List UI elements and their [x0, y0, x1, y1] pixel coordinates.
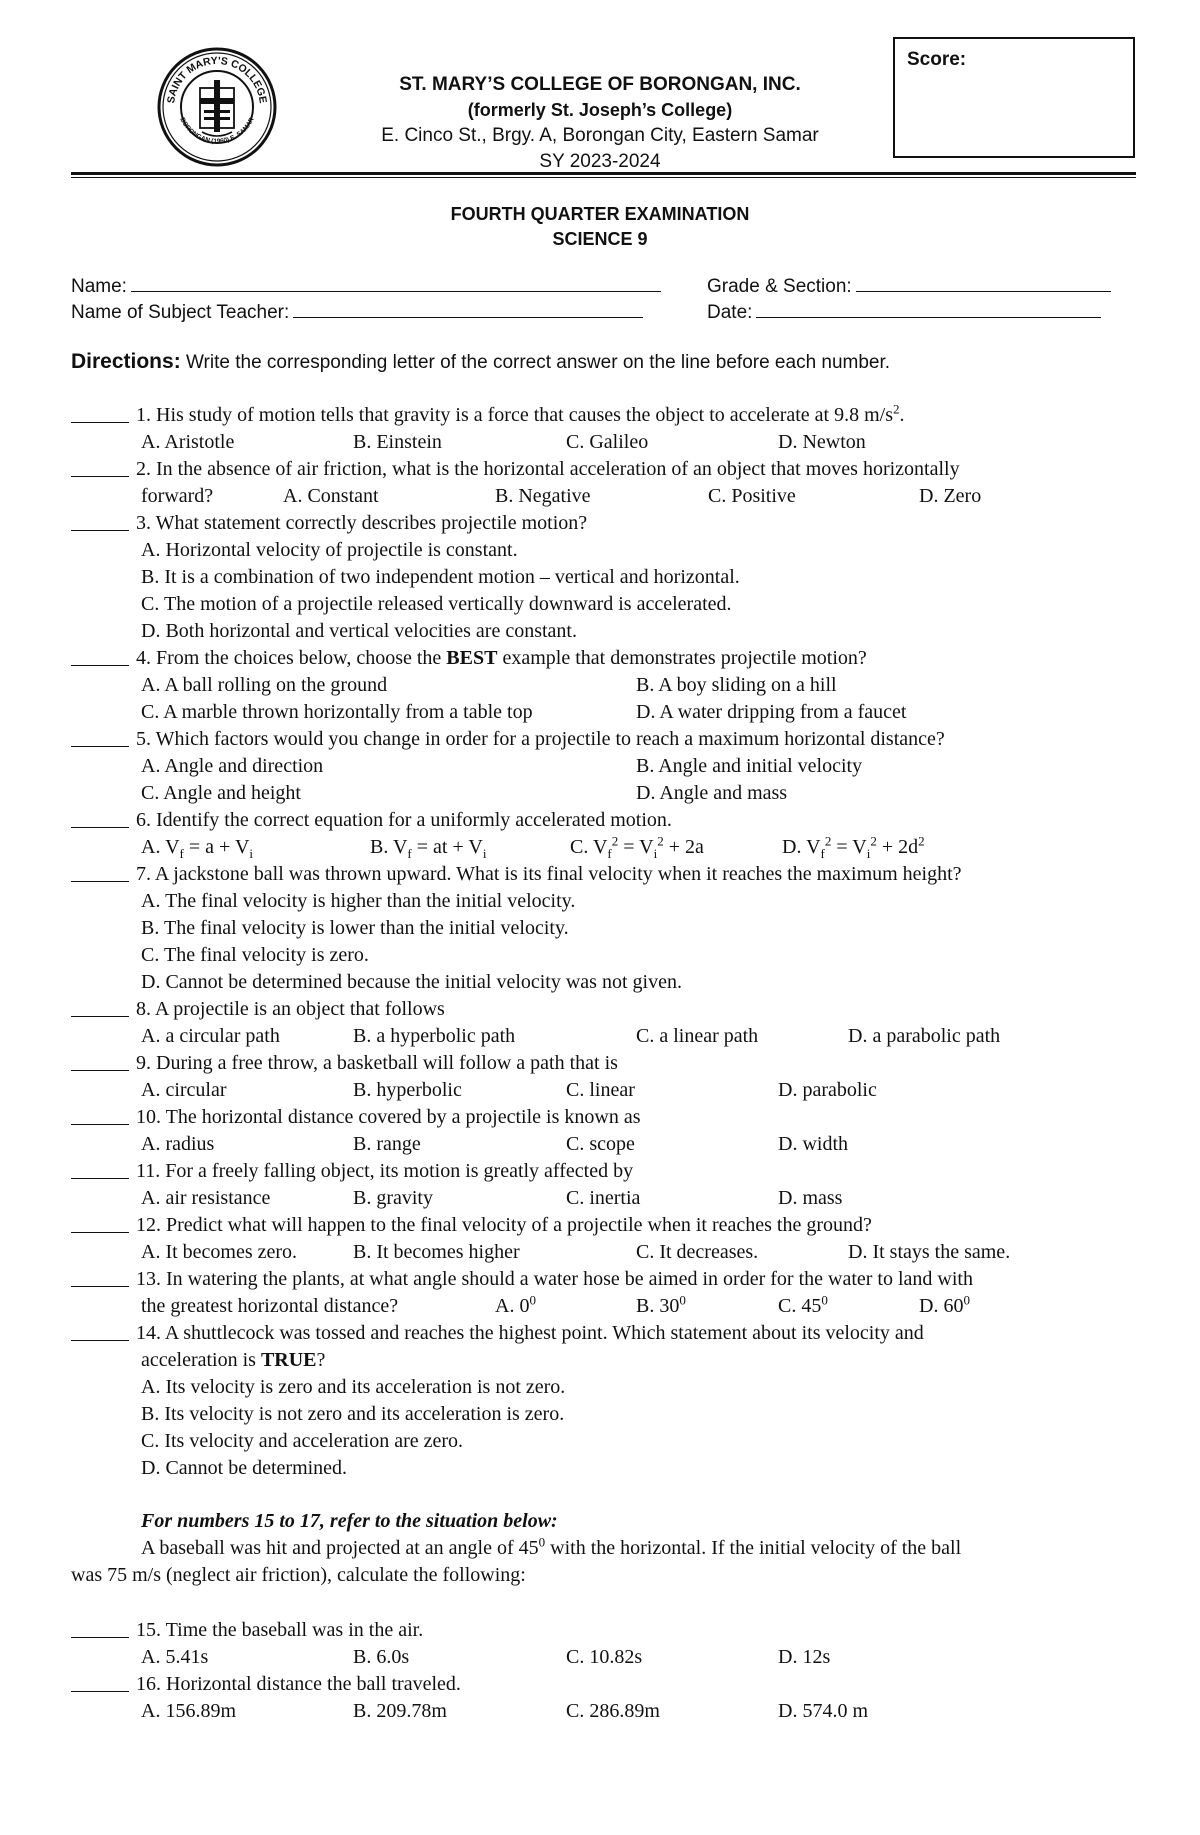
- school-header: [320, 72, 880, 175]
- choice-12c: C. It decreases.: [636, 1241, 759, 1263]
- date-label: Date:: [707, 302, 753, 323]
- question-10-text: 10. The horizontal distance covered by a projectile is known as: [136, 1106, 641, 1128]
- answer-blank-6[interactable]: [71, 808, 129, 828]
- choice-14a: A. Its velocity is zero and its acceleration is not zero.: [141, 1376, 566, 1398]
- directions-text: Write the corresponding letter of the correct answer on the line before each number.: [180, 352, 891, 373]
- choice-12a: A. It becomes zero.: [141, 1241, 298, 1263]
- seal-text: SAINT MARY'S COLLEGE: [165, 54, 269, 105]
- choice-2d: D. Zero: [919, 485, 982, 507]
- question-6-text: 6. Identify the correct equation for a uniformly accelerated motion.: [136, 809, 672, 831]
- seal-subtext: BORONGAN (1960) E. SAMAR: [178, 116, 256, 146]
- question-14-text: 14. A shuttlecock was tossed and reaches the highest point. Which statement about its velocity and: [136, 1322, 924, 1344]
- question-1-text: 1. His study of motion tells that gravity is a force that causes the object to accelerate at 9.8 $m/s^2$.: [136, 401, 905, 426]
- answer-blank-9[interactable]: [71, 1051, 129, 1071]
- question-13-text: 13. In watering the plants, at what angle should a water hose be aimed in order for the water to land with: [136, 1268, 973, 1290]
- teacher-line[interactable]: [293, 300, 643, 318]
- choice-8a: A. a circular path: [141, 1025, 280, 1047]
- choice-5b: B. Angle and initial velocity: [636, 755, 863, 777]
- choice-13a: A. $0^0$: [495, 1292, 536, 1317]
- choice-8b: B. a hyperbolic path: [353, 1025, 516, 1047]
- choice-15c: C. 10.82s: [566, 1646, 643, 1668]
- choice-4b: B. A boy sliding on a hill: [636, 674, 837, 696]
- exam-title-block: [320, 202, 880, 252]
- choice-16b: B. 209.78m: [353, 1700, 447, 1722]
- school-address: E. Cinco St., Brgy. A, Borongan City, Eastern Samar: [381, 125, 819, 146]
- choice-11b: B. gravity: [353, 1187, 433, 1209]
- answer-blank-3[interactable]: [71, 511, 129, 531]
- choice-11c: C. inertia: [566, 1187, 641, 1209]
- choice-4d: D. A water dripping from a faucet: [636, 701, 907, 723]
- header-divider-thick: [71, 172, 1136, 175]
- answer-blank-1[interactable]: [71, 403, 129, 423]
- answer-blank-12[interactable]: [71, 1213, 129, 1233]
- header-divider-thin: [71, 177, 1136, 178]
- choice-7a: A. The final velocity is higher than the initial velocity.: [141, 890, 576, 912]
- name-label: Name:: [71, 276, 127, 297]
- answer-blank-5[interactable]: [71, 727, 129, 747]
- choice-15b: B. 6.0s: [353, 1646, 410, 1668]
- choice-1c: C. Galileo: [566, 431, 649, 453]
- choice-7d: D. Cannot be determined because the initial velocity was not given.: [141, 971, 682, 993]
- question-12-text: 12. Predict what will happen to the final velocity of a projectile when it reaches the ground?: [136, 1214, 872, 1236]
- question-2-text: 2. In the absence of air friction, what is the horizontal acceleration of an object that moves horizontally: [136, 458, 960, 480]
- answer-blank-7[interactable]: [71, 862, 129, 882]
- choice-15d: D. 12s: [778, 1646, 831, 1668]
- choice-10a: A. radius: [141, 1133, 215, 1155]
- choice-3d: D. Both horizontal and vertical velocities are constant.: [141, 620, 577, 642]
- choice-6c: C. $V_f^2 = V_i^2 + 2a$: [570, 833, 704, 861]
- answer-blank-4[interactable]: [71, 646, 129, 666]
- question-4-text: 4. From the choices below, choose the BEST example that demonstrates projectile motion?: [136, 647, 867, 669]
- choice-6b: B. $V_f$ = at + $V_i$: [370, 836, 487, 861]
- school-year: SY 2023-2024: [539, 151, 661, 172]
- choice-10b: B. range: [353, 1133, 421, 1155]
- teacher-field[interactable]: [71, 300, 643, 324]
- grade-section-label: Grade & Section:: [707, 276, 852, 297]
- situation-line-2: was 75 m/s (neglect air friction), calculate the following:: [71, 1564, 526, 1586]
- choice-16a: A. 156.89m: [141, 1700, 236, 1722]
- name-line[interactable]: [131, 274, 661, 292]
- question-8-text: 8. A projectile is an object that follows: [136, 998, 445, 1020]
- date-field[interactable]: [707, 300, 1101, 324]
- exam-title: FOURTH QUARTER EXAMINATION: [450, 204, 750, 224]
- directions-label: Directions:: [71, 350, 181, 373]
- score-label: Score:: [907, 49, 967, 70]
- choice-8c: C. a linear path: [636, 1025, 759, 1047]
- choice-7b: B. The final velocity is lower than the initial velocity.: [141, 917, 569, 939]
- date-line[interactable]: [756, 300, 1101, 318]
- choice-3b: B. It is a combination of two independent motion – vertical and horizontal.: [141, 566, 740, 588]
- situation-line-1: A baseball was hit and projected at an angle of $45^0$ with the horizontal. If the initial velocity of the ball: [141, 1534, 962, 1559]
- question-15-text: 15. Time the baseball was in the air.: [136, 1619, 424, 1641]
- directions: [71, 350, 890, 374]
- question-11-text: 11. For a freely falling object, its motion is greatly affected by: [136, 1160, 634, 1182]
- grade-section-field[interactable]: [707, 274, 1111, 298]
- answer-blank-15[interactable]: [71, 1618, 129, 1638]
- choice-2b: B. Negative: [495, 485, 591, 507]
- choice-14c: C. Its velocity and acceleration are zero.: [141, 1430, 464, 1452]
- choice-12d: D. It stays the same.: [848, 1241, 1011, 1263]
- school-name: ST. MARY’S COLLEGE OF BORONGAN, INC.: [399, 74, 801, 95]
- choice-1d: D. Newton: [778, 431, 866, 453]
- situation-heading: For numbers 15 to 17, refer to the situation below:: [141, 1510, 558, 1532]
- question-9-text: 9. During a free throw, a basketball will follow a path that is: [136, 1052, 618, 1074]
- answer-blank-10[interactable]: [71, 1105, 129, 1125]
- choice-4a: A. A ball rolling on the ground: [141, 674, 388, 696]
- choice-4c: C. A marble thrown horizontally from a table top: [141, 701, 533, 723]
- choice-6d: D. $V_f^2 = V_i^2 + 2d^2$: [782, 833, 925, 861]
- choice-9a: A. circular: [141, 1079, 227, 1101]
- school-formerly: (formerly St. Joseph’s College): [467, 100, 733, 120]
- choice-5d: D. Angle and mass: [636, 782, 788, 804]
- choice-11d: D. mass: [778, 1187, 843, 1209]
- choice-13b: B. $30^0$: [636, 1292, 686, 1317]
- choice-10c: C. scope: [566, 1133, 635, 1155]
- question-14-cont: acceleration is TRUE?: [141, 1349, 326, 1371]
- choice-2c: C. Positive: [708, 485, 796, 507]
- question-3-text: 3. What statement correctly describes projectile motion?: [136, 512, 588, 534]
- choice-16c: C. 286.89m: [566, 1700, 660, 1722]
- choice-13d: D. $60^0$: [919, 1292, 970, 1317]
- choice-9c: C. linear: [566, 1079, 635, 1101]
- choice-1a: A. Aristotle: [141, 431, 235, 453]
- choice-13c: C. $45^0$: [778, 1292, 828, 1317]
- choice-12b: B. It becomes higher: [353, 1241, 520, 1263]
- question-2-cont: forward?: [141, 485, 214, 507]
- choice-3a: A. Horizontal velocity of projectile is constant.: [141, 539, 518, 561]
- choice-11a: A. air resistance: [141, 1187, 271, 1209]
- choice-9d: D. parabolic: [778, 1079, 877, 1101]
- question-5-text: 5. Which factors would you change in order for a projectile to reach a maximum horizontal distance?: [136, 728, 945, 750]
- grade-section-line[interactable]: [856, 274, 1111, 292]
- choice-7c: C. The final velocity is zero.: [141, 944, 369, 966]
- exam-subject: SCIENCE 9: [552, 229, 648, 249]
- answer-blank-11[interactable]: [71, 1159, 129, 1179]
- choice-15a: A. 5.41s: [141, 1646, 209, 1668]
- choice-16d: D. 574.0 m: [778, 1700, 868, 1722]
- choice-1b: B. Einstein: [353, 431, 442, 453]
- choice-10d: D. width: [778, 1133, 848, 1155]
- question-7-text: 7. A jackstone ball was thrown upward. What is its final velocity when it reaches the maximum height?: [136, 863, 962, 885]
- choice-14d: D. Cannot be determined.: [141, 1457, 348, 1479]
- choice-2a: A. Constant: [283, 485, 379, 507]
- answer-blank-14[interactable]: [71, 1321, 129, 1341]
- answer-blank-16[interactable]: [71, 1672, 129, 1692]
- choice-6a: A. $V_f = a + V_i$: [141, 836, 254, 861]
- choice-3c: C. The motion of a projectile released vertically downward is accelerated.: [141, 593, 732, 615]
- choice-5a: A. Angle and direction: [141, 755, 324, 777]
- choice-9b: B. hyperbolic: [353, 1079, 462, 1101]
- name-field[interactable]: [71, 274, 661, 298]
- teacher-label: Name of Subject Teacher:: [71, 302, 290, 323]
- question-13-cont: the greatest horizontal distance?: [141, 1295, 399, 1317]
- choice-5c: C. Angle and height: [141, 782, 301, 804]
- choice-8d: D. a parabolic path: [848, 1025, 1001, 1047]
- answer-blank-8[interactable]: [71, 997, 129, 1017]
- question-16-text: 16. Horizontal distance the ball traveled.: [136, 1673, 461, 1695]
- answer-blank-13[interactable]: [71, 1267, 129, 1287]
- answer-blank-2[interactable]: [71, 457, 129, 477]
- choice-14b: B. Its velocity is not zero and its acceleration is zero.: [141, 1403, 565, 1425]
- school-seal-icon: [156, 46, 278, 168]
- score-box[interactable]: [893, 37, 1135, 158]
